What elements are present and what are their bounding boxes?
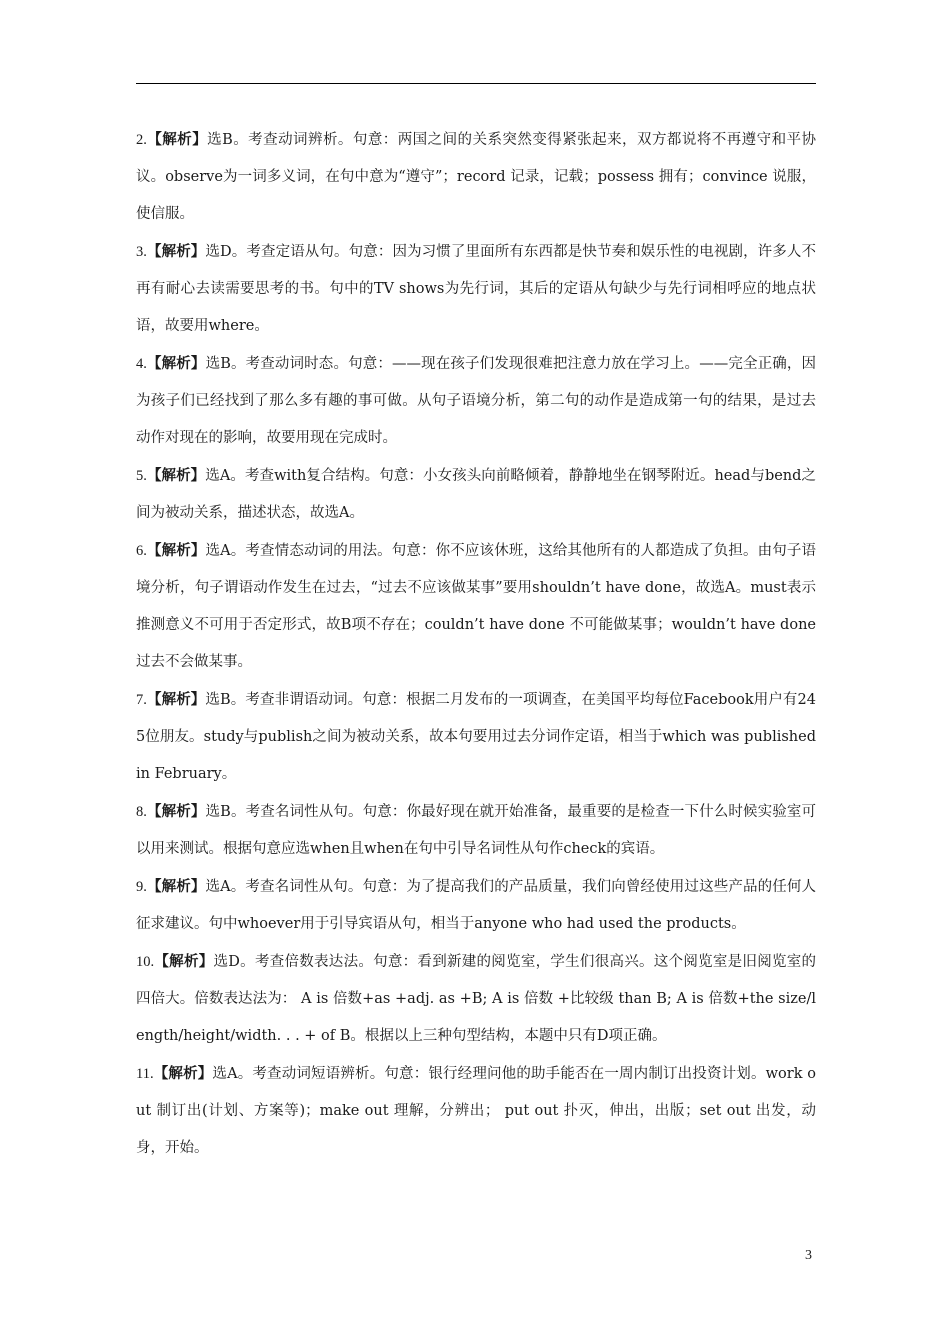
analysis-tag: 【解析】 <box>146 803 206 820</box>
explanation-text: 选B。考查名词性从句。句意：你最好现在就开始准备，最重要的是检查一下什么时候实验室可以用来测试。根据句意应选when且when在句中引导名词性从句作check的宾语。 <box>136 804 817 857</box>
explanation-item-11 <box>136 1055 816 1167</box>
explanation-text: 选A。考查情态动词的用法。句意：你不应该休班，这给其他所有的人都造成了负担。由句子语境分析，句子谓语动作发生在过去，“过去不应该做某事”要用shouldn’t have done，故选A。must表示推测意义不可用于否定形式，故B项不存在；couldn’t have done 不可能做某事；wouldn’t have done 过去不会做某事。 <box>136 543 817 670</box>
item-number: 4. <box>136 356 147 372</box>
explanation-text: 选B。考查动词辨析。句意：两国之间的关系突然变得紧张起来，双方都说将不再遵守和平协议。observe为一词多义词，在句中意为“遵守”；record 记录，记载；possess 拥有；convince 说服，使信服。 <box>136 132 817 222</box>
explanation-text: 选A。考查with复合结构。句意：小女孩头向前略倾着，静静地坐在钢琴附近。head与bend之间为被动关系，描述状态，故选A。 <box>136 468 817 521</box>
item-number: 7. <box>136 692 147 708</box>
explanation-item-7 <box>136 681 816 793</box>
header-rule <box>136 83 816 84</box>
analysis-tag: 【解析】 <box>153 1065 213 1082</box>
explanation-item-4 <box>136 345 816 457</box>
analysis-tag: 【解析】 <box>146 542 206 559</box>
item-number: 8. <box>136 804 147 820</box>
explanation-item-9 <box>136 868 816 943</box>
page-number: 3 <box>805 1248 812 1263</box>
explanation-item-2 <box>136 121 816 233</box>
analysis-tag: 【解析】 <box>146 467 206 484</box>
explanation-text: 选A。考查动词短语辨析。句意：银行经理问他的助手能否在一周内制订出投资计划。work out 制订出(计划、方案等)；make out 理解，分辨出； put out 扑灭，伸出，出版；set out 出发，动身，开始。 <box>136 1066 816 1156</box>
analysis-tag: 【解析】 <box>146 131 208 148</box>
item-number: 10. <box>136 954 155 970</box>
explanation-item-10 <box>136 943 816 1055</box>
item-number: 6. <box>136 543 147 559</box>
analysis-tag: 【解析】 <box>146 691 206 708</box>
analysis-tag: 【解析】 <box>146 878 206 895</box>
item-number: 2. <box>136 132 147 148</box>
item-number: 9. <box>136 879 147 895</box>
answer-explanations <box>136 121 816 1167</box>
explanation-text: 选B。考查非谓语动词。句意：根据二月发布的一项调查，在美国平均每位Facebook用户有245位朋友。study与publish之间为被动关系，故本句要用过去分词作定语，相当于which was published in February。 <box>136 692 816 782</box>
explanation-item-8 <box>136 793 816 868</box>
explanation-text: 选B。考查动词时态。句意：——现在孩子们发现很难把注意力放在学习上。——完全正确，因为孩子们已经找到了那么多有趣的事可做。从句子语境分析，第二句的动作是造成第一句的结果，是过去动作对现在的影响，故要用现在完成时。 <box>136 356 817 446</box>
item-number: 3. <box>136 244 147 260</box>
item-number: 11. <box>136 1066 154 1082</box>
analysis-tag: 【解析】 <box>154 953 214 970</box>
analysis-tag: 【解析】 <box>146 243 206 260</box>
item-number: 5. <box>136 468 147 484</box>
explanation-text: 选A。考查名词性从句。句意：为了提高我们的产品质量，我们向曾经使用过这些产品的任何人征求建议。句中whoever用于引导宾语从句，相当于anyone who had used the products。 <box>136 879 817 932</box>
explanation-item-6 <box>136 532 816 681</box>
explanation-item-3 <box>136 233 816 345</box>
explanation-text: 选D。考查定语从句。句意：因为习惯了里面所有东西都是快节奏和娱乐性的电视剧，许多人不再有耐心去读需要思考的书。句中的TV shows为先行词，其后的定语从句缺少与先行词相呼应的地点状语，故要用where。 <box>136 244 817 334</box>
analysis-tag: 【解析】 <box>146 355 206 372</box>
explanation-item-5 <box>136 457 816 532</box>
explanation-text: 选D。考查倍数表达法。句意：看到新建的阅览室，学生们很高兴。这个阅览室是旧阅览室的四倍大。倍数表达法为： A is 倍数+as +adj. as +B; A is 倍数 +比较级 than B; A is 倍数+the size/length/height/width. . . + of B。根据以上三种句型结构，本题中只有D项正确。 <box>136 954 817 1044</box>
